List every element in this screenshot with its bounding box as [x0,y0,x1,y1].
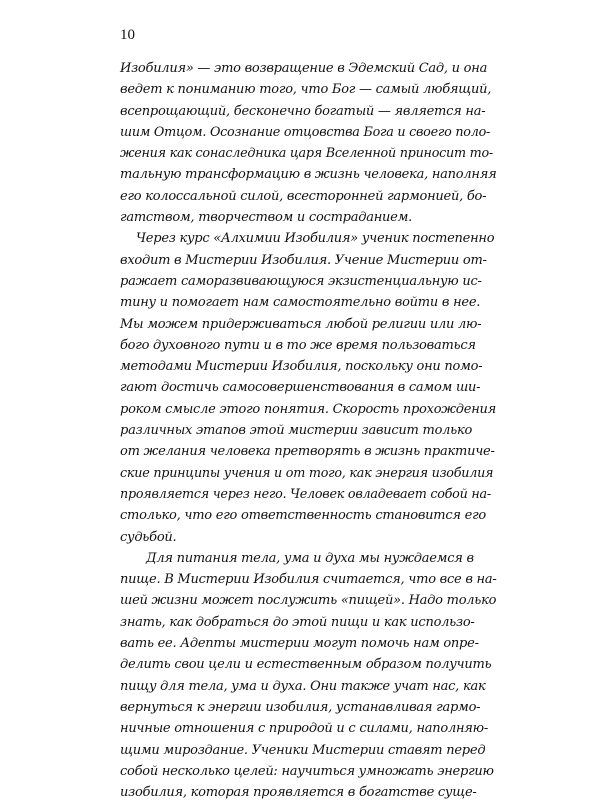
text-line: пище. В Мистерии Изобилия считается, что все в на- [120,572,497,588]
text-line: его колоссальной силой, всесторонней гармонией, бо- [120,188,487,204]
text-line: гатством, творчеством и состраданием. [120,210,412,226]
text-line: собой несколько целей: научиться умножать энергию [120,763,494,779]
text-line: изобилия, которая проявляется в богатстве суще- [120,785,477,801]
text-line: вернуться к энергии изобилия, устанавливая гармо- [120,699,481,715]
text-line: проявляется через него. Человек овладевает собой на- [120,486,491,502]
text-line: ские принципы учения и от того, как энергия изобилия [120,465,494,481]
text-line: тальную трансформацию в жизнь человека, наполняя [120,167,497,183]
text-line: жения как сонаследника царя Вселенной приносит то- [120,146,493,162]
text-line: входит в Мистерии Изобилия. Учение Мистерии от- [120,252,487,268]
text-line: от желания человека претворять в жизнь практиче- [120,444,495,460]
text-line: знать, как добраться до этой пищи и как использо- [120,614,475,630]
text-line: различных этапов этой мистерии зависит только [120,423,473,439]
text-line: всепрощающий, бесконечно богатый — является на- [120,103,486,119]
text-line: щими мироздание. Ученики Мистерии ставят перед [120,742,486,758]
text-line: Мы можем придерживаться любой религии или лю- [120,316,482,332]
body-text [120,58,496,803]
text-line: ничные отношения с природой и с силами, наполняю- [120,721,488,737]
text-line: делить свои цели и естественным образом получить [120,657,492,673]
text-line: роком смысле этого понятия. Скорость прохождения [120,401,497,417]
text-line: ражает саморазвивающуюся экзистенциальную ис- [120,273,482,289]
text-line: гают достичь самосовершенствования в самом ши- [120,380,481,396]
text-line: тину и помогает нам самостоятельно войти в нее. [120,295,481,311]
text-line: столько, что его ответственность становится его [120,508,486,524]
text-line: Изобилия» — это возвращение в Эдемский Сад, и она [120,61,488,76]
text-line: пищу для тела, ума и духа. Они также учат нас, как [120,678,486,694]
text-line: шей жизни может послужить «пищей». Надо только [120,593,497,609]
text-line: Для питания тела, ума и духа мы нуждаемся в [146,550,474,566]
text-line: ведет к пониманию того, что Бог — самый любящий, [120,82,492,98]
text-line: судьбой. [120,529,177,545]
text-line: вать ее. Адепты мистерии могут помочь нам опре- [120,636,479,652]
page-number: 10 [120,27,135,43]
text-line: методами Мистерии Изобилия, поскольку они помо- [120,359,483,375]
text-line: шим Отцом. Осознание отцовства Бога и своего поло- [120,124,491,140]
text-line: Через курс «Алхимии Изобилия» ученик постепенно [136,231,495,247]
text-line: бого духовного пути и в то же время пользоваться [120,337,476,353]
